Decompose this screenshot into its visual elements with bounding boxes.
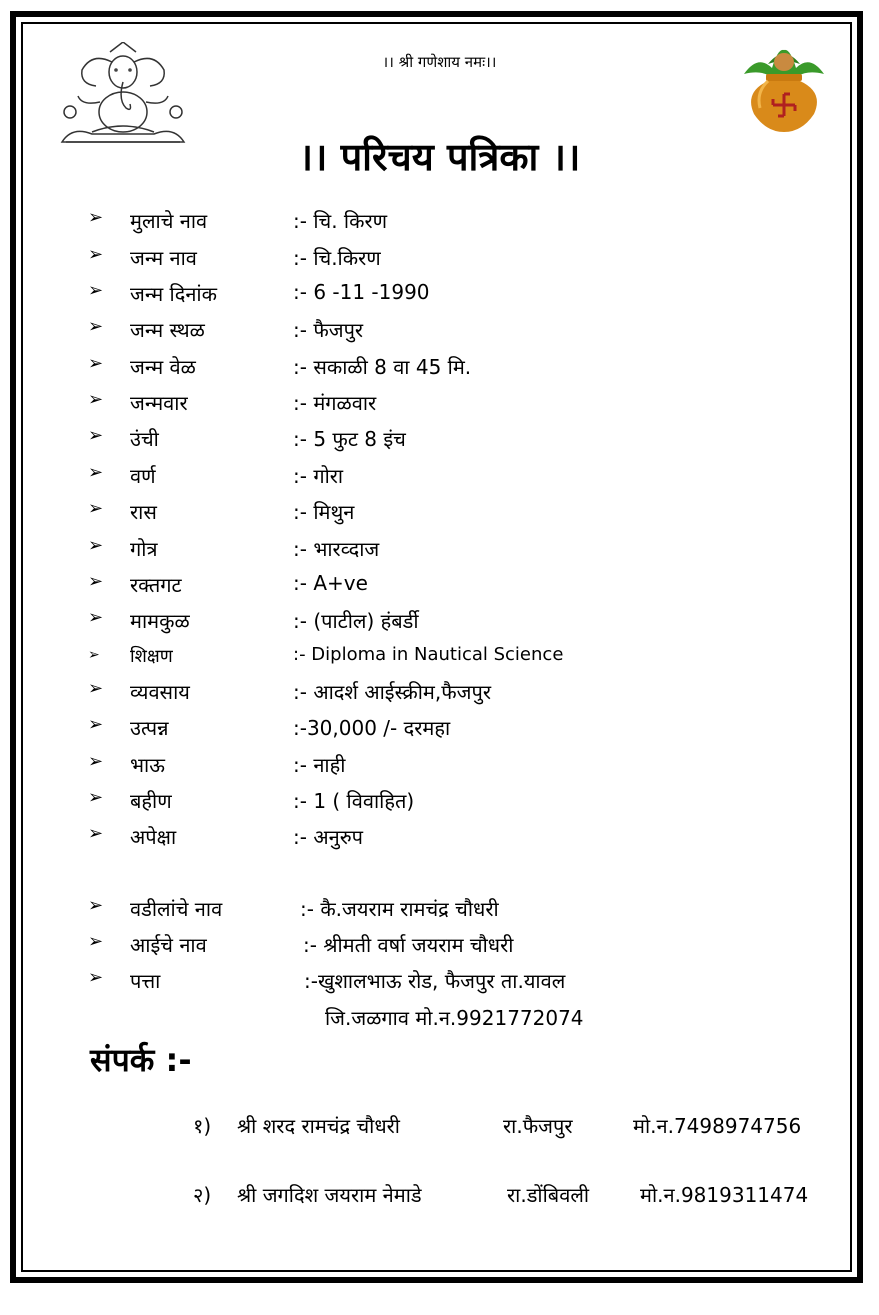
detail-label: रक्तगट: [130, 573, 182, 597]
detail-label: जन्म वेळ: [130, 355, 196, 379]
contact-num: २): [193, 1183, 212, 1207]
family-value: :-खुशालभाऊ रोड, फैजपुर ता.यावल: [304, 969, 566, 993]
arrow-bullet-icon: ➢: [88, 353, 104, 374]
arrow-bullet-icon: ➢: [88, 607, 104, 628]
contact-name: श्री शरद रामचंद्र चौधरी: [237, 1114, 400, 1138]
detail-label: उंची: [130, 427, 159, 451]
contact-place: रा.फैजपुर: [503, 1114, 573, 1138]
detail-value: :- (पाटील) हंबर्डी: [293, 609, 419, 633]
detail-value: :- 5 फुट 8 इंच: [293, 427, 406, 451]
arrow-bullet-icon: ➢: [88, 751, 104, 772]
detail-value: :- चि.किरण: [293, 246, 381, 270]
detail-value: :- A+ve: [293, 571, 368, 595]
detail-label: जन्म दिनांक: [130, 282, 217, 306]
detail-label: मामकुळ: [130, 609, 190, 633]
detail-label: मुलाचे नाव: [130, 209, 208, 233]
detail-value: :- नाही: [293, 753, 346, 777]
detail-value: :- अनुरुप: [293, 825, 364, 849]
arrow-bullet-icon: ➢: [88, 787, 104, 808]
detail-value: :- 6 -11 -1990: [293, 280, 430, 304]
arrow-bullet-icon: ➢: [88, 498, 104, 519]
contact-name: श्री जगदिश जयराम नेमाडे: [237, 1183, 422, 1207]
arrow-bullet-icon: ➢: [88, 207, 104, 228]
contact-heading: संपर्क :-: [90, 1041, 192, 1079]
arrow-bullet-icon: ➢: [88, 931, 104, 952]
arrow-bullet-icon: ➢: [88, 571, 104, 592]
detail-label: रास: [130, 500, 157, 524]
detail-label: जन्म नाव: [130, 246, 197, 270]
family-label: पत्ता: [130, 969, 161, 993]
detail-label: उत्पन्न: [130, 716, 169, 740]
detail-label: गोत्र: [130, 537, 158, 561]
detail-label: शिक्षण: [130, 646, 173, 667]
contact-num: १): [193, 1114, 212, 1138]
arrow-bullet-icon: ➢: [88, 535, 104, 556]
detail-value: :- चि. किरण: [293, 209, 388, 233]
arrow-bullet-icon: ➢: [88, 462, 104, 483]
contact-phone: मो.न.7498974756: [633, 1114, 802, 1138]
detail-value: :- मंगळवार: [293, 391, 377, 415]
arrow-bullet-icon: ➢: [88, 389, 104, 410]
arrow-bullet-icon: ➢: [88, 647, 100, 663]
contact-phone: मो.न.9819311474: [640, 1183, 809, 1207]
detail-value: :-30,000 /- दरमहा: [293, 716, 451, 740]
invocation-text: ।। श्री गणेशाय नमः।।: [382, 53, 497, 71]
detail-value: :- गोरा: [293, 464, 344, 488]
detail-label: जन्म स्थळ: [130, 318, 205, 342]
arrow-bullet-icon: ➢: [88, 316, 104, 337]
arrow-bullet-icon: ➢: [88, 967, 104, 988]
detail-value: :- Diploma in Nautical Science: [293, 644, 564, 665]
family-label: आईचे नाव: [130, 933, 207, 957]
address-line-2: जि.जळगाव मो.न.9921772074: [325, 1006, 584, 1030]
arrow-bullet-icon: ➢: [88, 823, 104, 844]
family-value: :- श्रीमती वर्षा जयराम चौधरी: [303, 933, 514, 957]
arrow-bullet-icon: ➢: [88, 714, 104, 735]
arrow-bullet-icon: ➢: [88, 244, 104, 265]
detail-label: जन्मवार: [130, 391, 188, 415]
arrow-bullet-icon: ➢: [88, 425, 104, 446]
detail-value: :- सकाळी 8 वा 45 मि.: [293, 355, 472, 379]
family-value: :- कै.जयराम रामचंद्र चौधरी: [300, 897, 499, 921]
family-label: वडीलांचे नाव: [130, 897, 223, 921]
detail-label: भाऊ: [130, 753, 165, 777]
detail-label: वर्ण: [130, 464, 156, 488]
contact-place: रा.डोंबिवली: [507, 1183, 590, 1207]
arrow-bullet-icon: ➢: [88, 280, 104, 301]
detail-label: बहीण: [130, 789, 172, 813]
arrow-bullet-icon: ➢: [88, 678, 104, 699]
detail-label: व्यवसाय: [130, 680, 190, 704]
page-title: ।। परिचय पत्रिका ।।: [298, 135, 581, 179]
detail-value: :- आदर्श आईस्क्रीम,फैजपुर: [293, 680, 492, 704]
detail-value: :- मिथुन: [293, 500, 355, 524]
detail-label: अपेक्षा: [130, 825, 177, 849]
arrow-bullet-icon: ➢: [88, 895, 104, 916]
detail-value: :- भारव्दाज: [293, 537, 380, 561]
detail-value: :- फैजपुर: [293, 318, 364, 342]
detail-value: :- 1 ( विवाहित): [293, 789, 415, 813]
